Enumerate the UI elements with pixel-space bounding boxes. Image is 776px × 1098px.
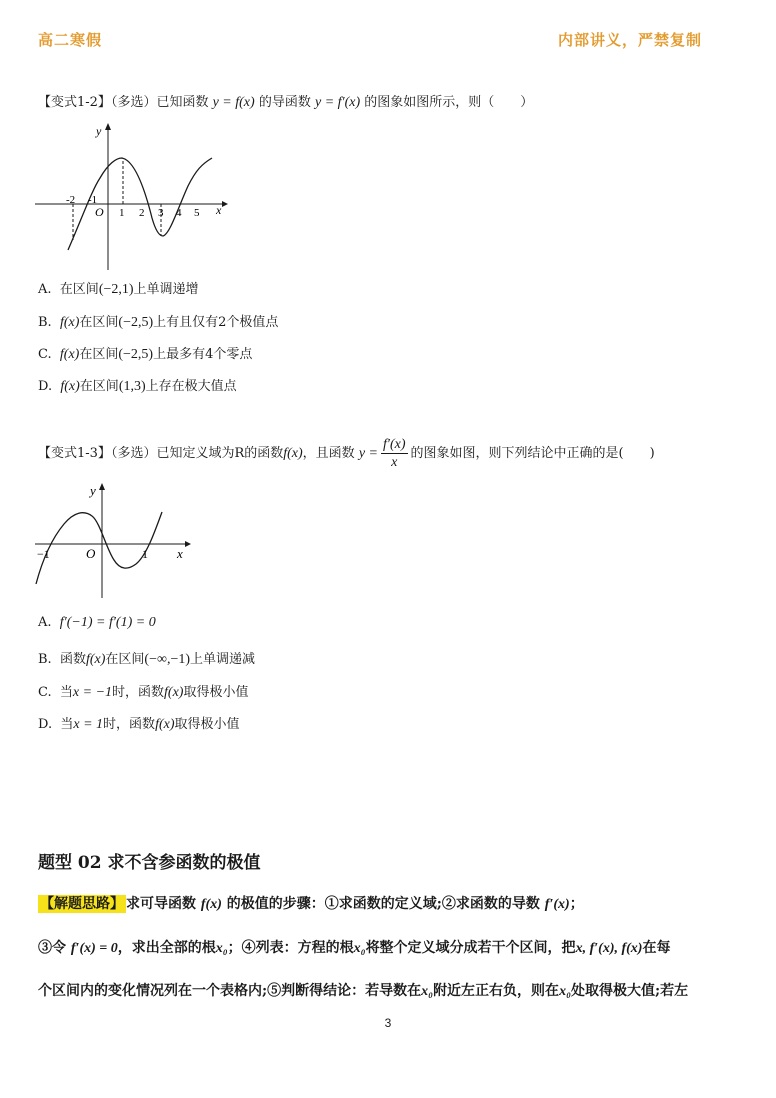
q1-origin: O (95, 205, 104, 219)
q1-option-a[interactable]: A. 在区间(−2,1)上单调递增 (38, 282, 199, 297)
q1-y-label: y (96, 124, 102, 138)
q2-x-arrow (185, 541, 191, 547)
q1-x-label: x (216, 203, 222, 217)
question-2-label: 【变式1-3】 (38, 446, 111, 461)
q1-option-d[interactable]: D. f(x)在区间(1,3)上存在极大值点 (38, 379, 237, 394)
question-1-stem: 【变式1-2】（多选）已知函数 y = f(x) 的导函数 y = f′(x) 的图象如图所示，则（ ） (38, 95, 534, 110)
question-2-stem: 【变式1-3】（多选）已知定义域为R的函数f(x)，且函数 y = $\frac{f'(x)}{x}$ 的图象如图，则下列结论中正确的是( ) (38, 437, 655, 470)
q2-option-b[interactable]: B. 函数f(x)在区间(−∞,−1)上单调递减 (38, 652, 256, 667)
q2-fraction: $\frac{f'(x)}{x}$ (383, 437, 406, 470)
q2-origin: O (86, 546, 96, 561)
q2-tick-neg1: −1 (37, 547, 50, 561)
q2-y-arrow (99, 483, 105, 490)
q1-tick-1: 1 (119, 207, 125, 219)
question-1-label: 【变式1-2】 (38, 95, 111, 110)
solution-line-2: ③令 f′(x) = 0，求出全部的根x₀；④列表：方程的根x₀将整个定义域分成若干个区间，把x, f′(x), f(x)在每 (38, 940, 671, 956)
q2-option-c[interactable]: C. 当x = −1时，函数f(x)取得极小值 (38, 685, 249, 700)
q2-option-a[interactable]: A. f′(−1) = f′(1) = 0 (38, 615, 156, 630)
q1-x-arrow (222, 201, 228, 207)
q1-option-c[interactable]: C. f(x)在区间(−2,5)上最多有4个零点 (38, 347, 253, 362)
q2-tick-1: 1 (142, 547, 148, 561)
q1-tick-5: 5 (194, 207, 200, 219)
q2-x-label: x (177, 546, 183, 561)
q1-y-arrow (105, 123, 111, 130)
q2-y-label: y (90, 483, 96, 498)
q1-derivative-graph (30, 118, 230, 273)
section-title: 题型 02 求不含参函数的极值 (38, 853, 261, 873)
q1-tick-neg1: -1 (88, 194, 98, 206)
q1-tick-neg2: -2 (66, 194, 76, 206)
q1-option-b[interactable]: B. f(x)在区间(−2,5)上有且仅有2个极值点 (38, 315, 279, 330)
solution-line-3: 个区间内的变化情况列在一个表格内;⑤判断得结论：若导数在x₀附近左正右负，则在x₀处取得极大值;若左 (38, 983, 689, 999)
header-right: 内部讲义，严禁复制 (557, 31, 702, 49)
q1-tick-4: 4 (176, 207, 182, 219)
solution-tag: 【解题思路】 (40, 896, 124, 912)
q2-ratio-graph (30, 478, 195, 603)
q1-tick-2: 2 (139, 207, 145, 219)
solution-line-1: 【解题思路】 求可导函数 f(x) 的极值的步骤：①求函数的定义域;②求函数的导数 f′(x)； (40, 896, 584, 912)
page-number: 3 (384, 1016, 392, 1030)
q1-tick-3: 3 (158, 207, 164, 219)
header-left: 高二寒假 (38, 31, 103, 49)
q2-option-d[interactable]: D. 当x = 1时，函数f(x)取得极小值 (38, 717, 240, 732)
